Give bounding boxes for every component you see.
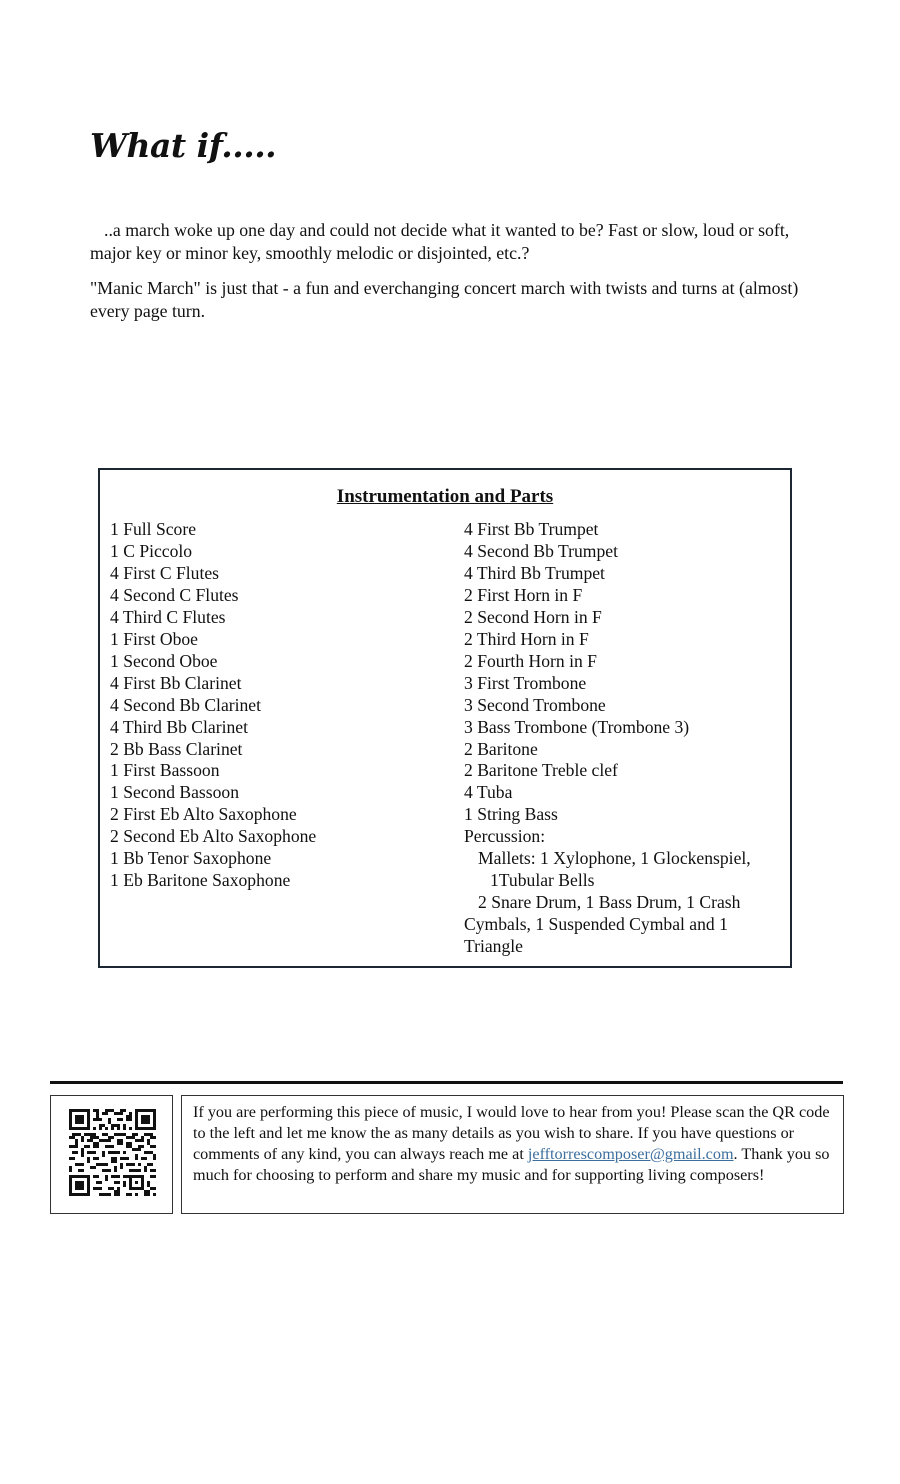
contact-message-text: If you are performing this piece of music, I would love to hear from you! Please scan the QR code to the left and let me know the as many details as you wish to share. If you have questions or comments of any kind, you can always reach me at: [193, 1103, 830, 1163]
contact-message: [181, 1095, 844, 1214]
percussion-battery: 2 Snare Drum, 1 Bass Drum, 1 Crash: [478, 892, 741, 913]
percussion-mallets: Mallets: 1 Xylophone, 1 Glockenspiel,: [478, 848, 751, 869]
percussion-battery-end: Triangle: [464, 936, 523, 957]
part-item: 2 Baritone Treble clef: [464, 760, 618, 781]
divider: [50, 1081, 843, 1084]
part-item: 1 First Bassoon: [110, 760, 220, 781]
qr-code-icon[interactable]: [69, 1109, 156, 1196]
part-item: 4 Third C Flutes: [110, 606, 226, 627]
part-item: 4 Third Bb Trumpet: [464, 562, 605, 583]
part-item: 1 C Piccolo: [110, 540, 193, 561]
qr-code-box: [50, 1095, 173, 1214]
part-item: 4 Second Bb Clarinet: [110, 694, 261, 715]
part-item: 2 Baritone: [464, 738, 538, 759]
intro-paragraph-1: ..a march woke up one day and could not decide what it wanted to be? Fast or slow, loud or soft, major key or minor key, smoothly melodic or disjointed, etc.?: [90, 220, 790, 263]
email-link[interactable]: jefftorrescomposer@gmail.com: [527, 1145, 734, 1163]
part-item: 2 Bb Bass Clarinet: [110, 738, 243, 759]
intro-text: [90, 219, 815, 335]
percussion-label: Percussion:: [464, 826, 546, 847]
part-item: 1 Second Bassoon: [110, 782, 240, 803]
part-item: 1 String Bass: [464, 804, 558, 825]
part-item: 4 Second Bb Trumpet: [464, 540, 618, 561]
part-item: 4 First Bb Trumpet: [464, 519, 599, 539]
instrumentation-right-column: [464, 519, 784, 958]
part-item: 4 First Bb Clarinet: [110, 672, 242, 693]
part-item: 4 First C Flutes: [110, 562, 220, 583]
part-item: 1 Full Score: [110, 519, 197, 539]
part-item: 3 Second Trombone: [464, 694, 606, 715]
part-item: 1 Bb Tenor Saxophone: [110, 848, 272, 869]
percussion-mallets-cont: 1Tubular Bells: [490, 870, 595, 891]
percussion-battery-cont: Cymbals, 1 Suspended Cymbal and 1: [464, 914, 728, 935]
part-item: 2 Second Horn in F: [464, 606, 602, 627]
page-title: What if.....: [90, 126, 277, 165]
part-item: 1 Second Oboe: [110, 650, 218, 671]
part-item: 4 Tuba: [464, 782, 513, 803]
part-item: 2 Fourth Horn in F: [464, 650, 597, 671]
part-item: 1 Eb Baritone Saxophone: [110, 870, 291, 891]
part-item: 2 Third Horn in F: [464, 628, 589, 649]
part-item: 3 Bass Trombone (Trombone 3): [464, 716, 690, 737]
part-item: 4 Third Bb Clarinet: [110, 716, 248, 737]
instrumentation-heading: Instrumentation and Parts: [336, 486, 554, 507]
part-item: 2 First Horn in F: [464, 584, 583, 605]
instrumentation-left-column: [110, 519, 450, 892]
instrumentation-box: [98, 468, 792, 968]
part-item: 2 First Eb Alto Saxophone: [110, 804, 297, 825]
part-item: 1 First Oboe: [110, 628, 198, 649]
part-item: 3 First Trombone: [464, 672, 587, 693]
part-item: 4 Second C Flutes: [110, 584, 239, 605]
intro-paragraph-2: "Manic March" is just that - a fun and everchanging concert march with twists and turns at (almost) every page turn.: [90, 278, 799, 321]
contact-message-text-end: . Thank you so much for choosing to perform and share my music and for supporting living composers!: [193, 1145, 830, 1184]
part-item: 2 Second Eb Alto Saxophone: [110, 826, 317, 847]
